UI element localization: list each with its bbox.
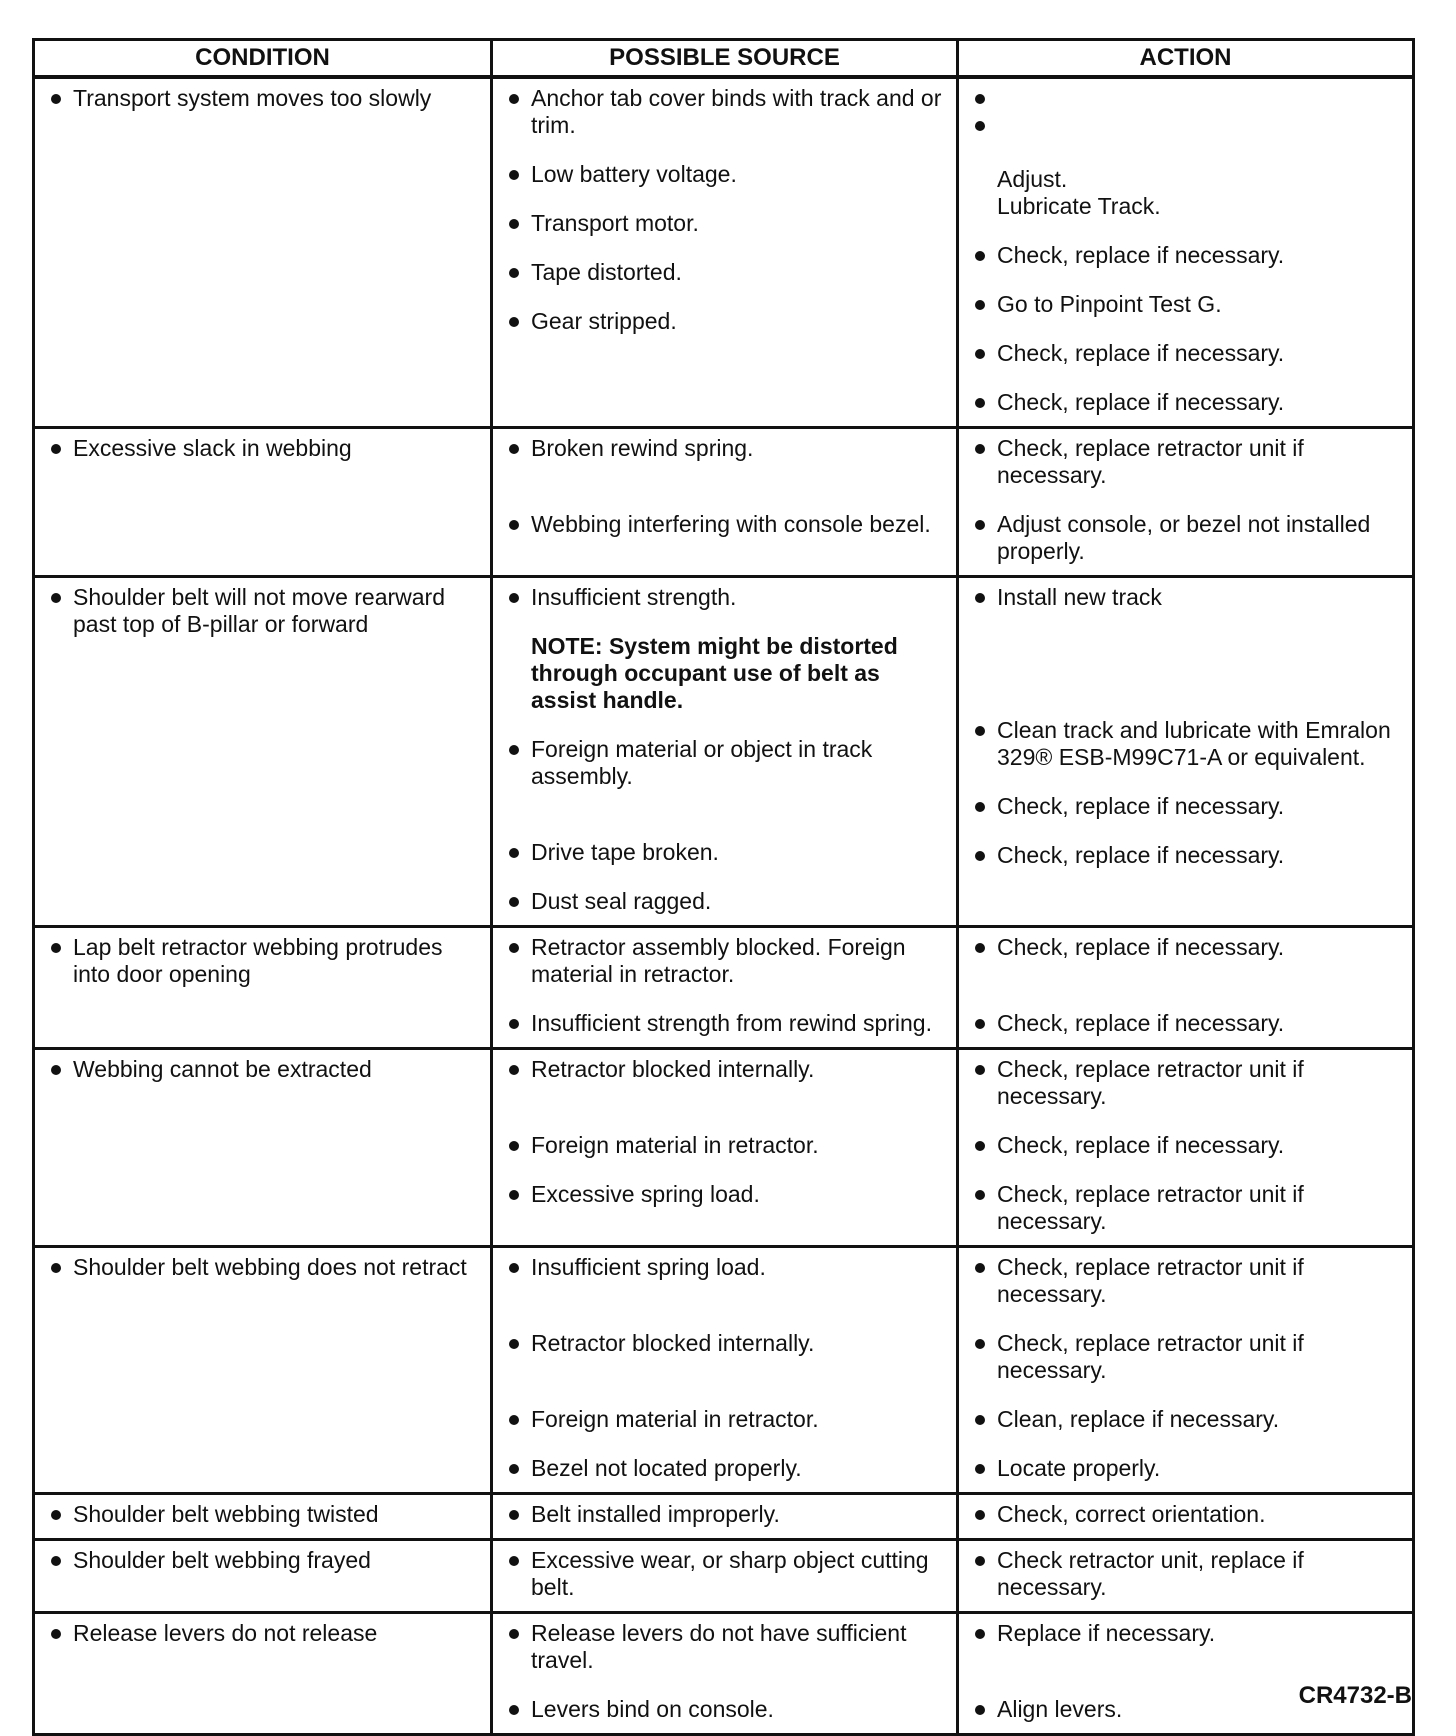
source-entry — [507, 934, 948, 988]
source-cell — [492, 1494, 958, 1540]
source-entry — [507, 1455, 948, 1482]
condition-cell — [34, 577, 492, 927]
source-entry — [507, 1056, 948, 1110]
action-text: Check, replace retractor unit if necessary. — [997, 1254, 1304, 1307]
condition-cell — [34, 1049, 492, 1247]
source-text: Foreign material in retractor. — [531, 1132, 819, 1158]
condition-cell — [34, 1494, 492, 1540]
action-entry — [973, 1406, 1404, 1433]
source-entry — [507, 85, 948, 139]
condition-cell — [34, 428, 492, 577]
action-text: Check, replace if necessary. — [997, 242, 1285, 268]
source-entry — [507, 1406, 948, 1433]
action-text: Check, replace if necessary. — [997, 389, 1285, 415]
source-entry — [507, 259, 948, 286]
bullet-icon — [975, 1629, 985, 1639]
source-text: Transport motor. — [531, 210, 699, 236]
action-entry — [973, 1455, 1404, 1482]
source-cell — [492, 577, 958, 927]
bullet-icon — [51, 1263, 61, 1273]
possible-source-header: POSSIBLE SOURCE — [492, 40, 958, 78]
action-entry — [973, 85, 1404, 220]
condition-text: Webbing cannot be extracted — [73, 1056, 372, 1082]
bullet-icon — [51, 593, 61, 603]
source-entry — [507, 511, 948, 538]
action-text: Go to Pinpoint Test G. — [997, 291, 1222, 317]
source-text: Retractor blocked internally. — [531, 1056, 815, 1082]
action-header: ACTION — [958, 40, 1414, 78]
condition-text: Shoulder belt webbing frayed — [73, 1547, 371, 1573]
bullet-icon — [509, 317, 519, 327]
source-text: Retractor assembly blocked. Foreign material in retractor. — [531, 934, 906, 987]
source-entry — [507, 736, 948, 817]
bullet-icon — [975, 1065, 985, 1075]
action-entry — [973, 291, 1404, 318]
action-cell — [958, 577, 1414, 927]
action-entry — [973, 842, 1404, 869]
source-cell — [492, 428, 958, 577]
bullet-icon — [509, 1141, 519, 1151]
action-text: Install new track — [997, 584, 1162, 610]
source-text: Dust seal ragged. — [531, 888, 712, 914]
source-entry — [507, 584, 948, 611]
bullet-icon — [509, 1415, 519, 1425]
condition-text: Lap belt retractor webbing protrudes into door opening — [73, 934, 443, 987]
source-entry — [507, 1620, 948, 1674]
source-entry — [507, 1547, 948, 1601]
bullet-icon — [509, 170, 519, 180]
bullet-icon — [975, 444, 985, 454]
action-text: Check, replace retractor unit if necessary. — [997, 1181, 1304, 1234]
bullet-icon — [509, 1019, 519, 1029]
source-entry — [507, 888, 948, 915]
action-cell — [958, 927, 1414, 1049]
condition-cell — [34, 1247, 492, 1494]
source-cell — [492, 927, 958, 1049]
source-entry — [507, 210, 948, 237]
action-entry — [973, 1132, 1404, 1159]
action-text: Adjust console, or bezel not installed properly. — [997, 511, 1371, 564]
bullet-icon — [509, 1556, 519, 1566]
bullet-icon — [975, 94, 985, 104]
bullet-icon — [51, 1065, 61, 1075]
source-entry — [507, 1330, 948, 1384]
source-text: Excessive wear, or sharp object cutting belt. — [531, 1547, 929, 1600]
bullet-icon — [509, 1339, 519, 1349]
bullet-icon — [509, 593, 519, 603]
bullet-icon — [975, 1705, 985, 1715]
source-cell — [492, 77, 958, 428]
action-entry — [973, 1620, 1404, 1647]
condition-cell — [34, 927, 492, 1049]
bullet-icon — [509, 1263, 519, 1273]
bullet-icon — [975, 1556, 985, 1566]
action-text: Check, replace retractor unit if necessary. — [997, 435, 1304, 488]
action-text: Check, replace if necessary. — [997, 842, 1285, 868]
table-row — [34, 1540, 1414, 1613]
condition-header: CONDITION — [34, 40, 492, 78]
bullet-icon — [509, 444, 519, 454]
source-entry — [507, 308, 948, 335]
bullet-icon — [975, 1141, 985, 1151]
bullet-icon — [509, 1705, 519, 1715]
source-cell — [492, 1049, 958, 1247]
condition-text: Transport system moves too slowly — [73, 85, 432, 111]
diagnosis-document — [32, 38, 1412, 1736]
bullet-icon — [509, 268, 519, 278]
source-text: Tape distorted. — [531, 259, 682, 285]
bullet-icon — [509, 1629, 519, 1639]
bullet-icon — [509, 94, 519, 104]
source-text: Release levers do not have sufficient travel. — [531, 1620, 907, 1673]
source-text: Insufficient strength. — [531, 584, 737, 610]
source-cell — [492, 1247, 958, 1494]
action-text: Align levers. — [997, 1696, 1123, 1722]
bullet-icon — [51, 1629, 61, 1639]
source-cell — [492, 1540, 958, 1613]
action-entry — [973, 1056, 1404, 1110]
note-text: NOTE: System might be distorted through occupant use of belt as assist handle. — [531, 633, 898, 713]
bullet-icon — [509, 520, 519, 530]
table-row — [34, 1494, 1414, 1540]
bullet-icon — [509, 1065, 519, 1075]
condition-cell — [34, 77, 492, 428]
bullet-icon — [975, 349, 985, 359]
source-text: Foreign material or object in track assembly. — [531, 736, 873, 789]
bullet-icon — [975, 520, 985, 530]
source-text: Webbing interfering with console bezel. — [531, 511, 931, 537]
action-text: Check, replace retractor unit if necessary. — [997, 1330, 1304, 1383]
action-cell — [958, 1049, 1414, 1247]
source-entry — [507, 1254, 948, 1308]
table-row — [34, 577, 1414, 927]
bullet-icon — [975, 943, 985, 953]
action-entry — [973, 435, 1404, 489]
table-row — [34, 1049, 1414, 1247]
action-entry — [973, 1010, 1404, 1037]
bullet-icon — [509, 1190, 519, 1200]
source-text: Anchor tab cover binds with track and or trim. — [531, 85, 942, 138]
source-entry — [507, 839, 948, 866]
bullet-icon — [975, 1339, 985, 1349]
bullet-icon — [51, 943, 61, 953]
action-cell — [958, 1613, 1414, 1735]
bullet-icon — [975, 398, 985, 408]
bullet-icon — [509, 848, 519, 858]
source-text: Excessive spring load. — [531, 1181, 760, 1207]
condition-cell — [34, 1540, 492, 1613]
bullet-icon — [509, 1464, 519, 1474]
action-text: Check, replace retractor unit if necessary. — [997, 1056, 1304, 1109]
bullet-icon — [975, 1464, 985, 1474]
source-text: Levers bind on console. — [531, 1696, 774, 1722]
bullet-icon — [975, 1415, 985, 1425]
diagnosis-table — [32, 38, 1415, 1736]
action-text: Check retractor unit, replace if necessary. — [997, 1547, 1304, 1600]
bullet-icon — [509, 897, 519, 907]
bullet-icon — [975, 121, 985, 131]
action-cell — [958, 77, 1414, 428]
action-text: Check, replace if necessary. — [997, 793, 1285, 819]
source-text: Low battery voltage. — [531, 161, 737, 187]
bullet-icon — [975, 851, 985, 861]
action-text: Check, correct orientation. — [997, 1501, 1266, 1527]
bullet-icon — [51, 1510, 61, 1520]
action-entry — [973, 717, 1404, 771]
action-entry — [973, 1547, 1404, 1601]
action-cell — [958, 428, 1414, 577]
bullet-icon — [51, 94, 61, 104]
source-text: Bezel not located properly. — [531, 1455, 802, 1481]
action-text: Adjust. Lubricate Track. — [997, 166, 1161, 219]
source-entry — [507, 1010, 948, 1037]
action-entry — [973, 1181, 1404, 1235]
source-text: Drive tape broken. — [531, 839, 719, 865]
bullet-icon — [509, 1510, 519, 1520]
bullet-icon — [975, 593, 985, 603]
action-entry — [973, 1330, 1404, 1384]
table-row — [34, 927, 1414, 1049]
bullet-icon — [51, 444, 61, 454]
source-entry — [507, 1181, 948, 1208]
header-row — [34, 40, 1414, 78]
table-row — [34, 77, 1414, 428]
action-text: Check, replace if necessary. — [997, 934, 1285, 960]
bullet-icon — [509, 745, 519, 755]
source-text: Foreign material in retractor. — [531, 1406, 819, 1432]
source-text: Belt installed improperly. — [531, 1501, 780, 1527]
bullet-icon — [975, 251, 985, 261]
condition-text: Release levers do not release — [73, 1620, 378, 1646]
action-entry — [973, 242, 1404, 269]
figure-reference: CR4732-B — [1298, 1682, 1412, 1709]
source-text: Retractor blocked internally. — [531, 1330, 815, 1356]
action-text: Check, replace if necessary. — [997, 340, 1285, 366]
bullet-icon — [975, 1263, 985, 1273]
action-cell — [958, 1247, 1414, 1494]
bullet-icon — [51, 1556, 61, 1566]
action-cell — [958, 1540, 1414, 1613]
action-entry — [973, 340, 1404, 367]
bullet-icon — [975, 1190, 985, 1200]
action-entry — [973, 793, 1404, 820]
condition-cell — [34, 1613, 492, 1735]
source-text: Broken rewind spring. — [531, 435, 754, 461]
bullet-icon — [975, 726, 985, 736]
action-entry — [973, 934, 1404, 961]
condition-text: Shoulder belt will not move rearward past top of B-pillar or forward — [73, 584, 446, 637]
action-entry — [973, 584, 1404, 611]
action-text: Clean track and lubricate with Emralon 329® ESB-M99C71-A or equivalent. — [997, 717, 1391, 770]
action-text: Locate properly. — [997, 1455, 1161, 1481]
action-text: Replace if necessary. — [997, 1620, 1216, 1646]
source-entry — [507, 1132, 948, 1159]
source-text: Insufficient strength from rewind spring. — [531, 1010, 932, 1036]
action-text: Check, replace if necessary. — [997, 1132, 1285, 1158]
bullet-icon — [975, 300, 985, 310]
action-entry — [973, 1501, 1404, 1528]
table-row — [34, 428, 1414, 577]
source-entry — [507, 161, 948, 188]
action-text: Check, replace if necessary. — [997, 1010, 1285, 1036]
table-row — [34, 1247, 1414, 1494]
bullet-icon — [975, 1019, 985, 1029]
source-entry — [507, 1501, 948, 1528]
source-entry — [507, 1696, 948, 1723]
bullet-icon — [975, 802, 985, 812]
source-entry — [507, 435, 948, 489]
table-row — [34, 1613, 1414, 1735]
bullet-icon — [509, 943, 519, 953]
action-cell — [958, 1494, 1414, 1540]
action-entry — [973, 389, 1404, 416]
condition-text: Shoulder belt webbing does not retract — [73, 1254, 467, 1280]
action-entry — [973, 1254, 1404, 1308]
source-cell — [492, 1613, 958, 1735]
action-entry — [973, 511, 1404, 565]
condition-text: Excessive slack in webbing — [73, 435, 352, 461]
source-text: Gear stripped. — [531, 308, 677, 334]
bullet-icon — [975, 1510, 985, 1520]
source-text: Insufficient spring load. — [531, 1254, 766, 1280]
condition-text: Shoulder belt webbing twisted — [73, 1501, 379, 1527]
bullet-icon — [509, 219, 519, 229]
action-text: Clean, replace if necessary. — [997, 1406, 1280, 1432]
